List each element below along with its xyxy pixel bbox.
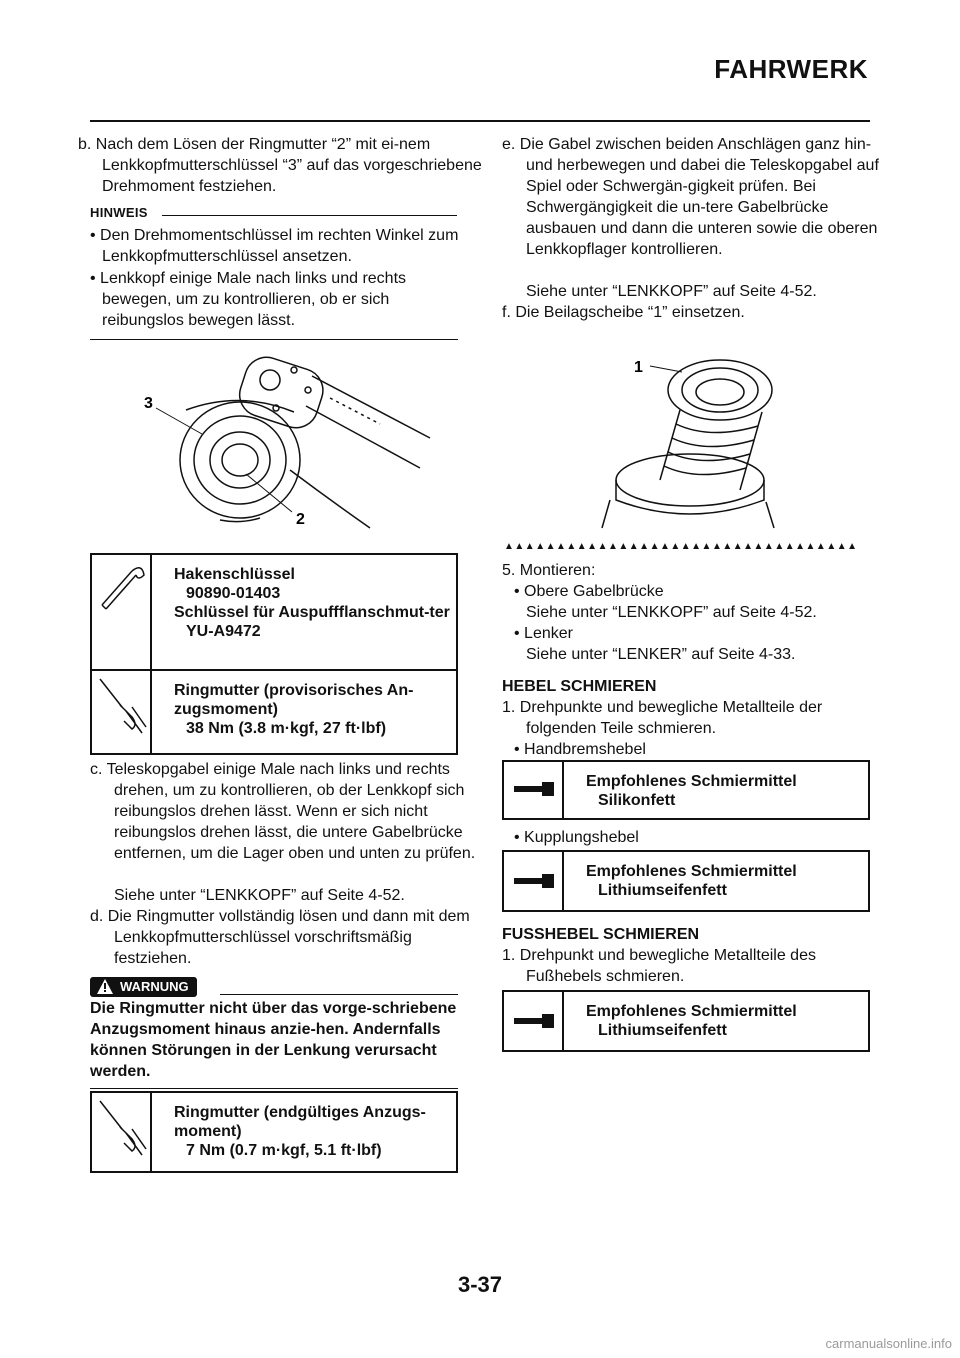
tool-name-1: Hakenschlüssel [174,566,295,583]
warning-rule [220,994,458,995]
step-e-text: e. Die Gabel zwischen beiden Anschlägen ganz hin- und herbewegen und dabei die Teleskopgabel auf Spiel oder Schwergän-gigkeit prüfen. Bei Schwergängigkeit die un-tere Gabelbrücke ausbauen und dann die unteren sowie die oberen Lenkkopflager kontrollieren. [502,136,879,258]
tool-code-2: YU-A9472 [186,623,261,640]
torque-value-1: 38 Nm (3.8 m·kgf, 27 ft·lbf) [186,720,387,737]
figure-label-1: 1 [634,359,643,376]
warning-text: Die Ringmutter nicht über das vorge-schriebene Anzugsmoment hinaus anzie-hen. Andernfalls können Störungen in der Lenkung verursacht werden. [90,1000,457,1080]
lubricant-box-3 [502,990,870,1052]
step-d-text: d. Die Ringmutter vollständig lösen und dann mit dem Lenkkopfmutterschlüssel vorschriftsmäßig festziehen. [90,908,470,967]
torque-spec-text-2 [174,1103,452,1160]
washer-figure [590,350,810,530]
tool-code-1: 90890-01403 [186,585,281,602]
end-of-procedure-marker: ▲▲▲▲▲▲▲▲▲▲▲▲▲▲▲▲▲▲▲▲▲▲▲▲▲▲▲▲▲▲▲▲▲▲ [504,541,858,552]
install-item-1-reference: Siehe unter “LENKKOPF” auf Seite 4-52. [526,604,817,621]
install-item-2-reference: Siehe unter “LENKER” auf Seite 4-33. [526,646,796,663]
tool-spec-text [174,565,452,641]
lubricant-title-2: Empfohlenes Schmiermittel [586,863,797,880]
lubricant-value-2: Lithiumseifenfett [598,882,727,899]
lubricant-icon-cell-1 [504,762,564,818]
torque-spec-box-1 [90,669,458,755]
lubricant-text-3 [586,1002,864,1040]
step-5-text: 5. Montieren: [502,562,596,579]
watermark: carmanualsonline.info [825,1336,952,1351]
ring-nut-wrench-figure [130,350,440,540]
torque-wrench-icon [92,671,150,753]
grease-gun-icon [504,852,562,910]
lubricant-icon-cell-2 [504,852,564,910]
grease-gun-icon [504,992,562,1050]
lubricant-box-1 [502,760,870,820]
hook-wrench-icon [92,555,150,669]
warning-end-rule [90,1088,458,1089]
warning-badge [90,977,197,997]
torque-title-1: Ringmutter (provisorisches An-zugsmoment) [174,682,414,718]
hinweis-item-1: • Den Drehmomentschlüssel im rechten Winkel zum Lenkkopfmutterschlüssel ansetzen. [90,227,459,265]
hebel-step-1: 1. Drehpunkte und bewegliche Metallteile der folgenden Teile schmieren. [502,699,823,737]
lubricant-box-2 [502,850,870,912]
step-b-text: b. Nach dem Lösen der Ringmutter “2” mit ei-nem Lenkkopfmutterschlüssel “3” auf das vorgeschriebene Drehmoment festziehen. [78,136,482,195]
hebel-item-kupplungshebel: • Kupplungshebel [514,829,639,846]
page-number: 3-37 [458,1272,503,1297]
hinweis-label: HINWEIS [90,205,148,220]
install-item-1: • Obere Gabelbrücke [514,583,664,600]
step-e-reference: Siehe unter “LENKKOPF” auf Seite 4-52. [526,283,817,300]
section-title-fusshebel: FUSSHEBEL SCHMIEREN [502,926,700,943]
lubricant-value-3: Lithiumseifenfett [598,1022,727,1039]
tool-name-2: Schlüssel für Auspuffflanschmut-ter [174,604,450,621]
tool-spec-box [90,553,458,671]
lubricant-title-1: Empfohlenes Schmiermittel [586,773,797,790]
step-c-reference: Siehe unter “LENKKOPF” auf Seite 4-52. [114,887,405,904]
figure-label-3: 3 [144,395,153,412]
fusshebel-step-1: 1. Drehpunkt und bewegliche Metallteile des Fußhebels schmieren. [502,947,816,985]
step-c-text: c. Teleskopgabel einige Male nach links und rechts drehen, um zu kontrollieren, ob der Lenkkopf sich reibungslos drehen lässt. Wenn er sich nicht reibungslos drehen lässt, die untere Gabelbrücke entfernen, um die Lager oben und unten zu prüfen. [90,761,476,862]
torque-icon-cell-1 [92,671,152,753]
warning-label: WARNUNG [120,979,189,994]
header-divider [90,120,870,122]
lubricant-icon-cell-3 [504,992,564,1050]
figure-label-2: 2 [296,511,305,528]
lubricant-text-2 [586,862,864,900]
hebel-item-handbremshebel: • Handbremshebel [514,741,646,758]
torque-wrench-icon [92,1093,150,1171]
hinweis-end-rule [90,339,458,340]
page-title: FAHRWERK [714,54,868,84]
torque-spec-text-1 [174,681,452,738]
hinweis-item-2: • Lenkkopf einige Male nach links und rechts bewegen, um zu kontrollieren, ob er sich reibungslos bewegen lässt. [90,270,407,329]
section-title-hebel: HEBEL SCHMIEREN [502,678,657,695]
lubricant-value-1: Silikonfett [598,792,676,809]
lubricant-text-1 [586,772,864,810]
lubricant-title-3: Empfohlenes Schmiermittel [586,1003,797,1020]
install-item-2: • Lenker [514,625,573,642]
torque-value-2: 7 Nm (0.7 m·kgf, 5.1 ft·lbf) [186,1142,382,1159]
hinweis-rule [162,215,457,216]
warning-triangle-icon [96,978,114,995]
step-f-text: f. Die Beilagscheibe “1” einsetzen. [502,304,745,321]
grease-gun-icon [504,762,562,818]
torque-title-2: Ringmutter (endgültiges Anzugs-moment) [174,1104,426,1140]
torque-spec-box-2 [90,1091,458,1173]
tool-icon-cell [92,555,152,669]
torque-icon-cell-2 [92,1093,152,1171]
